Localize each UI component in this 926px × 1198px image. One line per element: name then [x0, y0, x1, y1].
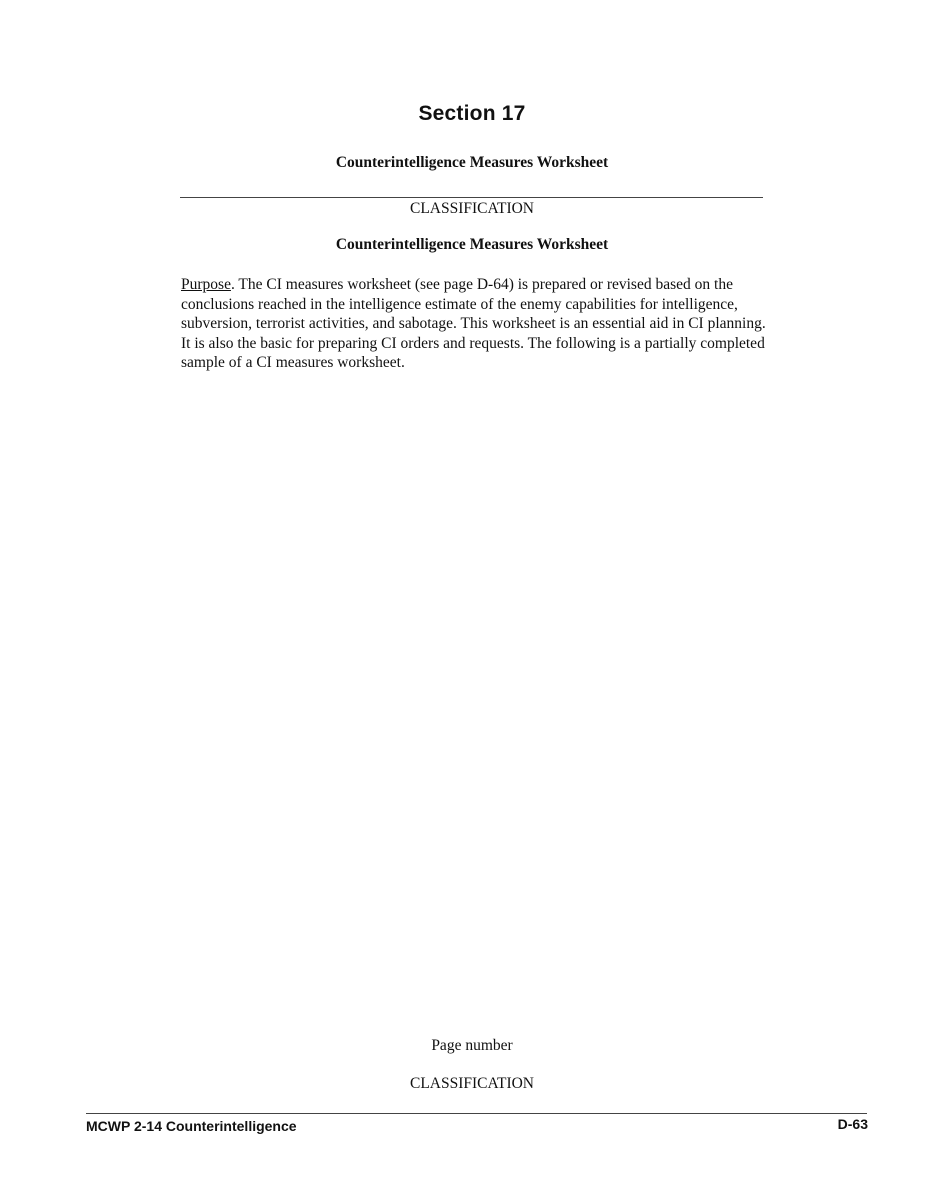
worksheet-heading: Counterintelligence Measures Worksheet	[335, 236, 609, 253]
page-number-label: Page number	[431, 1037, 513, 1054]
footer-rule	[86, 1113, 867, 1114]
purpose-body: . The CI measures worksheet (see page D-64) is prepared or revised based on the conclusions reached in the intelligence estimate of the enemy capabilities for intelligence, subversion, terrorist activities, and sabotage. This worksheet is an essential aid in CI planning. It is also the basic for preparing CI orders and requests. The following is a partially completed sample of a CI measures worksheet.	[181, 276, 766, 372]
section-title: Section 17	[418, 102, 526, 125]
classification-top-label: CLASSIFICATION	[409, 200, 534, 217]
footer-page-id: D-63	[837, 1116, 868, 1132]
classification-bottom-label: CLASSIFICATION	[409, 1075, 534, 1092]
footer-publication: MCWP 2-14 Counterintelligence	[86, 1118, 297, 1134]
section-subtitle: Counterintelligence Measures Worksheet	[335, 154, 609, 171]
purpose-paragraph	[181, 275, 771, 373]
form-top-rule	[180, 197, 763, 198]
purpose-lead: Purpose	[181, 276, 231, 293]
